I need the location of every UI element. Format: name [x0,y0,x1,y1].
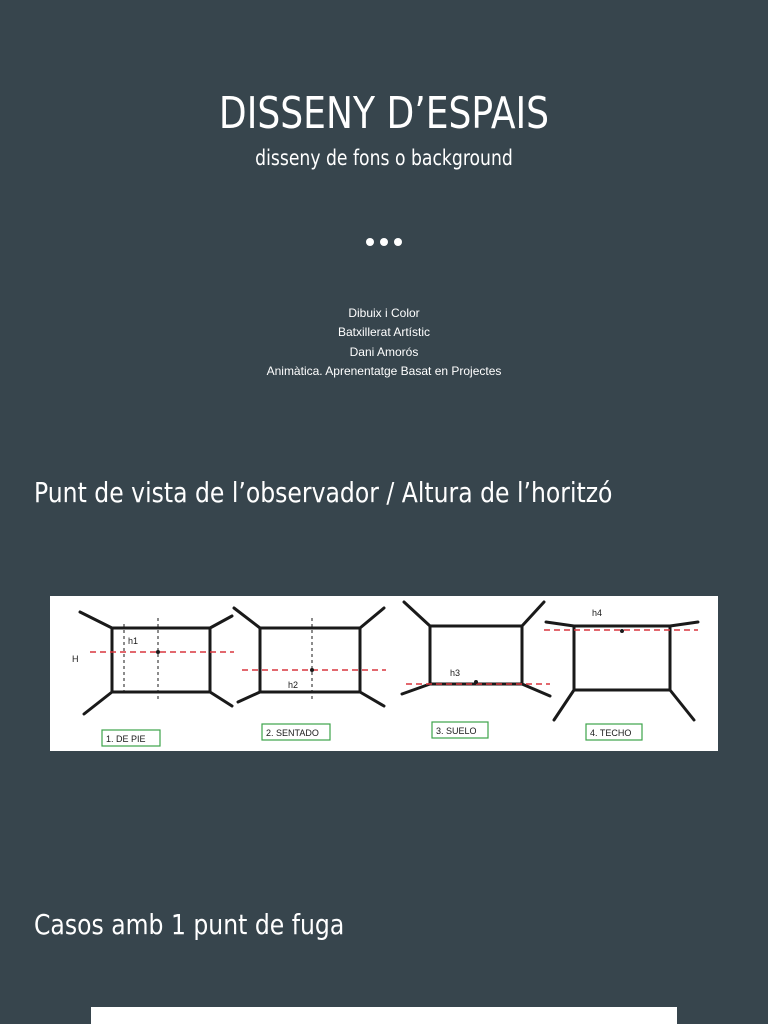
h3-mark: h3 [450,668,461,678]
horizon-lines [90,630,698,684]
h4-mark: h4 [592,608,603,618]
label-techo: 4. TECHO [590,728,632,738]
viewpoint-sketch-figure [50,596,718,751]
height-mark: H [72,654,79,664]
page-title: DISSENY D’ESPAIS [218,88,550,139]
viewpoint-sketch [50,596,718,751]
label-suelo: 3. SUELO [436,726,477,736]
one-point-figure-partial [91,1007,677,1024]
credit-line: Animàtica. Aprenentatge Basat en Projectes [266,363,502,378]
credit-line: Dani Amorós [349,344,419,359]
label-de-pie: 1. DE PIE [106,734,146,744]
credits-block [0,304,768,381]
credit-line: Batxillerat Artístic [337,325,431,340]
page-subtitle: disseny de fons o background [255,146,513,170]
h1-mark: h1 [128,636,139,646]
section-heading-one-point: Casos amb 1 punt de fuga [34,908,345,941]
credit-line: Dibuix i Color [348,306,420,320]
room-back-wall [112,628,210,692]
viewpoint-labels [102,722,642,746]
h2-mark: h2 [288,680,299,690]
ellipsis-divider-icon [366,238,402,246]
section-heading-viewpoint: Punt de vista de l’observador / Altura de l’horitzó [34,476,613,509]
label-sentado: 2. SENTADO [266,728,319,738]
